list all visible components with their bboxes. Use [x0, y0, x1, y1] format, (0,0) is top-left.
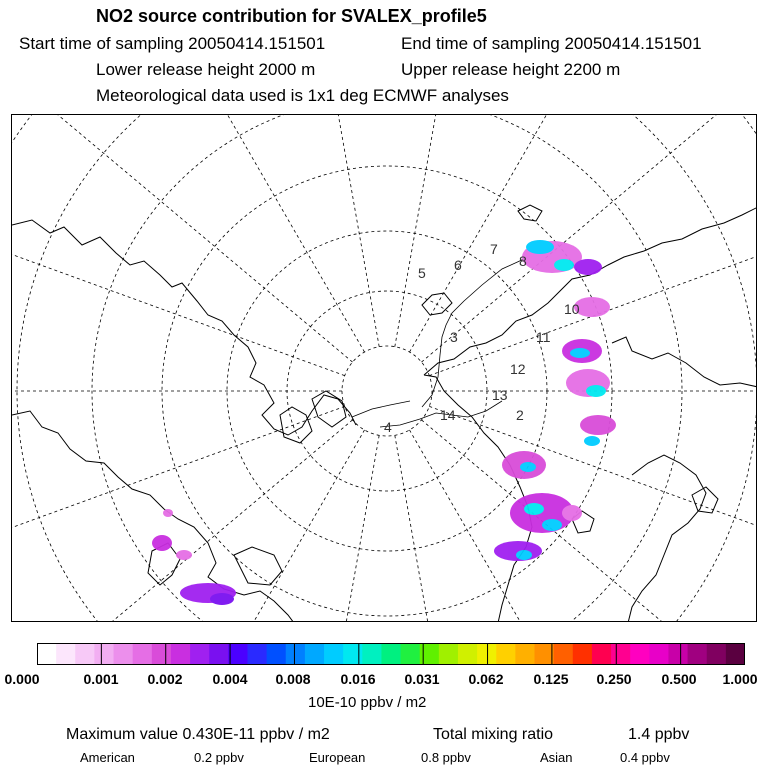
legend-swatch: [133, 643, 153, 665]
route-label-12: 12: [510, 361, 526, 377]
route-label-10: 10: [564, 301, 580, 317]
legend-swatch: [611, 643, 631, 665]
latitude-circles: [12, 115, 757, 622]
meridian-line: [87, 115, 365, 352]
meridian-line: [421, 115, 757, 362]
legend-tick-0: 0.000: [4, 671, 40, 687]
legend-swatch: [592, 643, 612, 665]
asian-label: Asian: [540, 750, 573, 765]
total-mixing-ratio-label: Total mixing ratio: [433, 726, 554, 743]
legend-swatch: [668, 643, 688, 665]
meridian-line: [421, 420, 757, 622]
legend-tick-6: 0.031: [404, 671, 440, 687]
legend-swatch: [439, 643, 459, 665]
meridian-line: [429, 406, 757, 596]
route-label-3: 3: [450, 329, 458, 345]
meridian-line: [12, 406, 345, 596]
legend-swatch: [649, 643, 669, 665]
legend-swatch: [515, 643, 535, 665]
meridian-line: [283, 115, 379, 347]
legend-swatch: [420, 643, 440, 665]
legend-swatch: [707, 643, 727, 665]
legend-swatch: [477, 643, 497, 665]
legend-tick-2: 0.002: [147, 671, 183, 687]
route-label-4: 4: [384, 419, 392, 435]
meridian-line: [395, 435, 491, 622]
meteorological-data-note: Meteorological data used is 1x1 deg ECMWF analyses: [96, 86, 509, 105]
legend-swatch: [114, 643, 134, 665]
legend-tick-4: 0.008: [275, 671, 311, 687]
legend-swatch: [171, 643, 191, 665]
route-label-7: 7: [490, 241, 498, 257]
route-label-13: 13: [492, 387, 508, 403]
asian-value: 0.4 ppbv: [620, 750, 670, 765]
legend-swatch: [362, 643, 382, 665]
maximum-value: Maximum value 0.430E-11 ppbv / m2: [66, 726, 330, 743]
legend-swatch: [37, 643, 57, 665]
legend-tick-9: 0.250: [596, 671, 632, 687]
legend-swatch: [630, 643, 650, 665]
legend-swatch: [573, 643, 593, 665]
legend-swatch: [228, 643, 248, 665]
legend-tick-1: 0.001: [83, 671, 119, 687]
european-label: European: [309, 750, 366, 765]
legend-swatch: [458, 643, 478, 665]
legend-swatch: [75, 643, 95, 665]
legend-swatch: [401, 643, 421, 665]
sampling-end-time: End time of sampling 20050414.151501: [401, 34, 702, 53]
meridian-line: [283, 435, 379, 622]
legend-unit: 10E-10 ppbv / m2: [308, 694, 427, 711]
legend-swatch: [688, 643, 708, 665]
american-label: American: [80, 750, 135, 765]
legend-swatch: [94, 643, 114, 665]
legend-tick-10: 0.500: [661, 671, 697, 687]
plot-title: NO2 source contribution for SVALEX_profile5: [96, 6, 487, 26]
legend-swatch: [554, 643, 574, 665]
american-value: 0.2 ppbv: [194, 750, 244, 765]
legend-swatch: [209, 643, 229, 665]
meridian-line: [410, 115, 688, 352]
legend-tick-3: 0.004: [212, 671, 248, 687]
legend-swatch: [305, 643, 325, 665]
coastlines: [12, 205, 757, 622]
legend-swatch: [286, 643, 306, 665]
legend-swatch: [726, 643, 745, 665]
total-mixing-ratio-value: 1.4 ppbv: [628, 726, 690, 743]
legend-swatch: [190, 643, 210, 665]
legend-tick-8: 0.125: [533, 671, 569, 687]
sampling-start-time: Start time of sampling 20050414.151501: [19, 34, 326, 53]
legend-swatch: [535, 643, 555, 665]
route-label-2: 2: [516, 407, 524, 423]
route-label-14: 14: [440, 407, 456, 423]
lower-release-height: Lower release height 2000 m: [96, 60, 316, 79]
legend-swatch: [343, 643, 363, 665]
legend-tick-7: 0.062: [468, 671, 504, 687]
route-label-11: 11: [536, 329, 551, 345]
longitude-meridians: [12, 115, 757, 622]
route-label-8: 8: [519, 253, 527, 269]
meridian-line: [12, 115, 353, 362]
legend-swatch: [324, 643, 344, 665]
color-scale-legend: [37, 643, 745, 665]
route-label-6: 6: [454, 257, 462, 273]
polar-stereographic-map[interactable]: [11, 114, 757, 622]
european-value: 0.8 ppbv: [421, 750, 471, 765]
legend-swatch: [152, 643, 172, 665]
legend-swatch: [267, 643, 287, 665]
legend-swatch: [247, 643, 267, 665]
legend-swatch: [56, 643, 76, 665]
upper-release-height: Upper release height 2200 m: [401, 60, 621, 79]
route-label-5: 5: [418, 265, 426, 281]
legend-tick-5: 0.016: [340, 671, 376, 687]
legend-swatch: [496, 643, 516, 665]
legend-tick-11: 1.000: [722, 671, 758, 687]
legend-swatch: [381, 643, 401, 665]
